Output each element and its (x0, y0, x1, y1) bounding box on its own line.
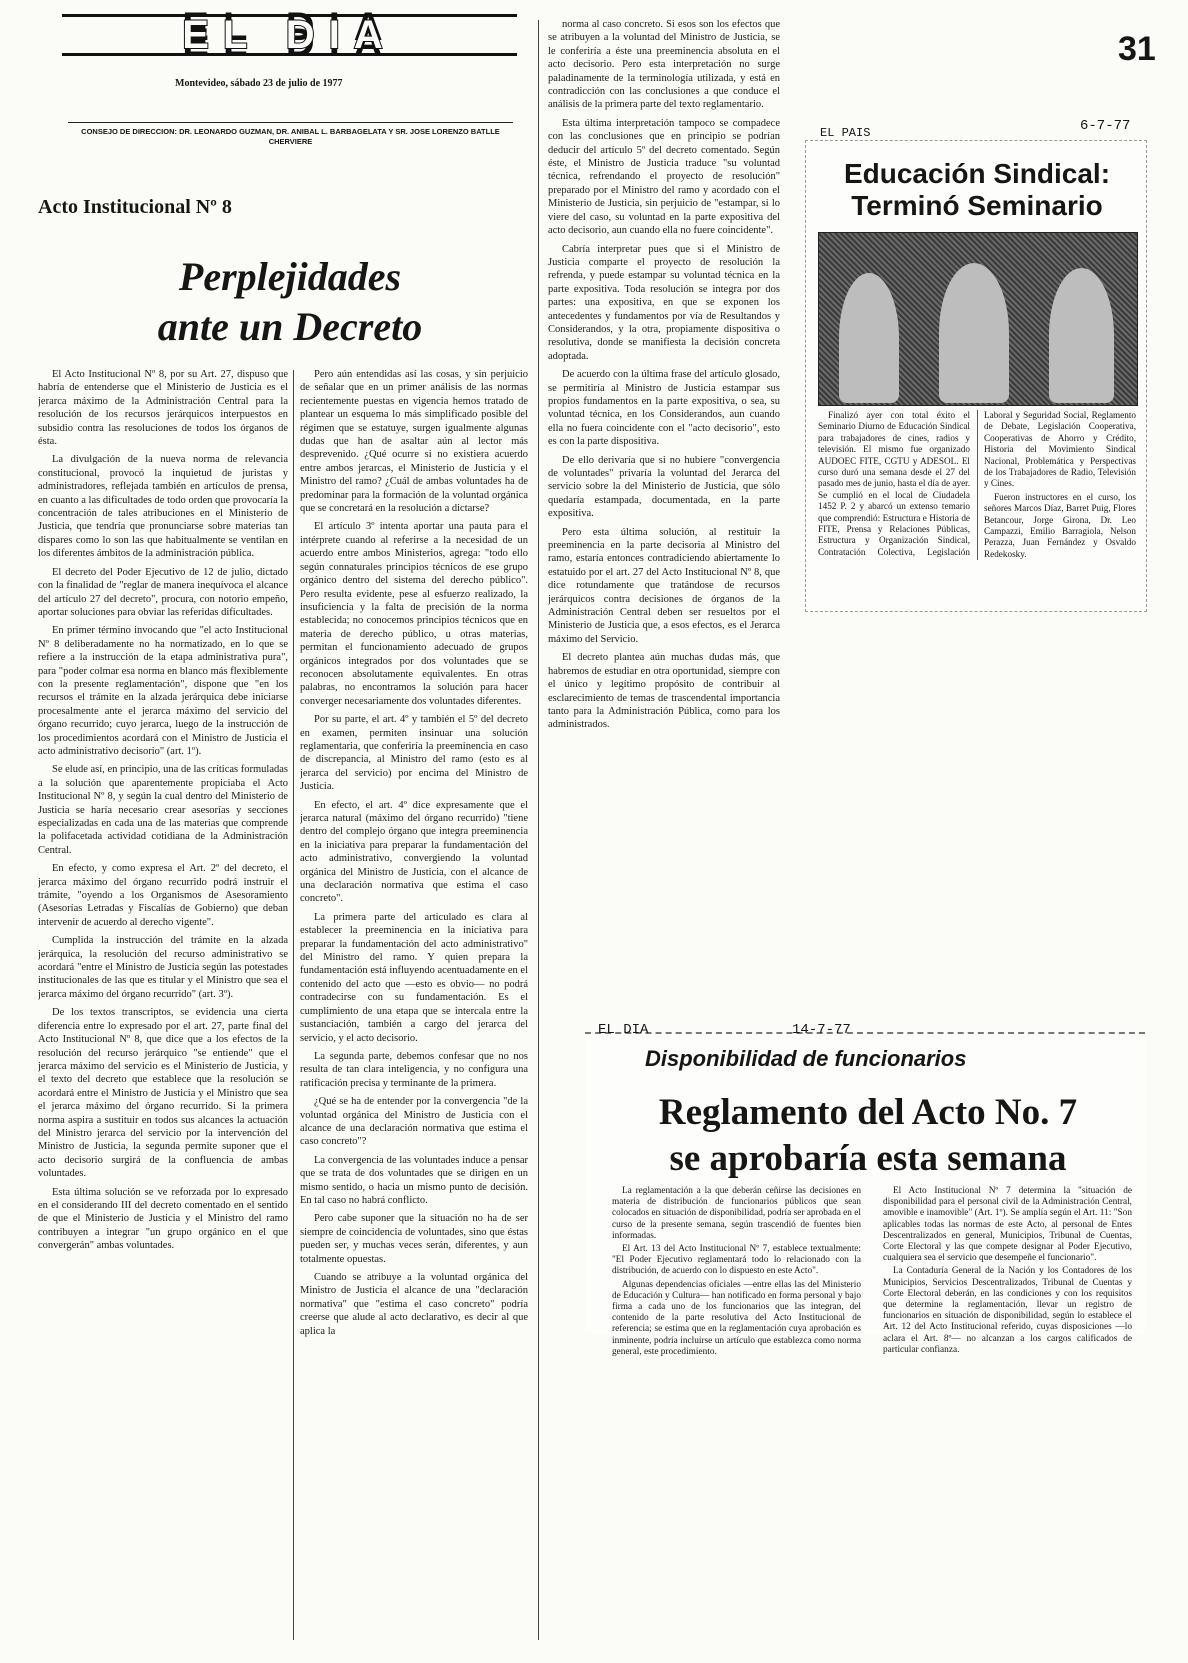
article-column-3 (548, 18, 780, 936)
paragraph: Por su parte, el art. 4º y también el 5º del decreto en examen, permiten insinuar una solución reglamentaria, que conferiría la preeminencia en caso de discrepancia, al Ministro del ramo (esto es al jerarca del servicio) por encima del Ministro de Justicia. (300, 714, 528, 793)
clipping-title-line-1: Educación Sindical: (843, 158, 1111, 189)
paragraph: Fueron instructores en el curso, los señores Marcos Díaz, Barret Puig, Flores Betancour, Jorge Girona, Dr. Leo Campazzi, Emilio Barragiola, Nelson Perazza, Juan Fernández y Osvaldo Redekosky. (984, 491, 1136, 559)
paragraph: Cumplida la instrucción del trámite en la alzada jerárquica, la resolución del recurso administrativo se acordará "entre el Ministro de Justicia según las potestades institucionales de las que es titular y el Ministro que sea el jerarca máximo del órgano recurrido" (art. 3º). (38, 935, 288, 1000)
photo-figure (1049, 268, 1114, 403)
column-rule (538, 20, 539, 1640)
headline-line-1: Perplejidades (178, 254, 402, 299)
paragraph: Algunas dependencias oficiales —entre ellas las del Ministerio de Educación y Cultura— han notificado en forma personal y bajo firma a cada uno de los funcionarios que las integran, del contenido de la parte resolutiva del Acto Institucional de referencia; se estima que en la reglamentación cuya aprobación es inminente, podría incluirse un artículo que establezca como norma general, este procedimiento. (612, 1279, 861, 1357)
dateline: Montevideo, sábado 23 de julio de 1977 (175, 78, 343, 89)
paragraph: En efecto, y como expresa el Art. 2º del decreto, el jerarca máximo del órgano recurrido podrá instruir el trámite, "oyendo a los Organismos de Asesoramiento (Asesorías Letradas y Fiscalías de Gobierno) que deban intervenir de acuerdo al derecho vigente". (38, 863, 288, 928)
clipping-source: EL PAIS (820, 126, 871, 140)
paragraph: La convergencia de las voluntades induce a pensar que se trata de dos voluntades que se dirigen en un mismo sentido, o hacia un mismo punto de decisión. En tal caso no habrá conflicto. (300, 1154, 528, 1206)
paragraph: Cuando se atribuye a la voluntad orgánica del Ministro de Justicia el alcance de una "declaración normativa" que "estima el caso concreto" podría creerse que alude al acto declarativo, es decir al que aplica la (300, 1272, 528, 1337)
paragraph: La divulgación de la nueva norma de relevancia constitucional, provocó la inquietud de juristas y administradores, reflejada también en artículos de prensa, en cuanto a las dificultades de todo orden que provocaría la concentración de tales atribuciones en el Ministerio de Justicia, que tendría que pronunciarse sobre materias tan dispares como lo son las que habitualmente se ventilan en los diferentes ámbitos de la administración pública. (38, 454, 288, 560)
paragraph: La reglamentación a la que deberán ceñirse las decisiones en materia de distribución de funcionarios públicos que sean colocados en situación de disponibilidad, podría ser aprobada en el curso de la presente semana, según trascendió de fuentes bien informadas. (612, 1186, 861, 1241)
masthead: EL DIA (62, 14, 517, 56)
news-photo (818, 232, 1138, 406)
paragraph: El Art. 13 del Acto Institucional Nº 7, establece textualmente: "El Poder Ejecutivo reglamentará todo lo relacionado con la distribución, de acuerdo con lo dispuesto en este Acto". (612, 1244, 861, 1277)
photo-figure (939, 263, 1009, 403)
paragraph: La Contaduría General de la Nación y los Contadores de los Municipios, Servicios Descentralizados, Tribunal de Cuentas y Corte Electoral deberán, en las condiciones y con los requisitos que determine la reglamentación, llevar un registro de funcionarios en situación de disponibilidad, según lo establece el Art. 12 del Acto Institucional referido, cuyas disposiciones —lo aclara el Art. 8º— no alcanzan a los cargos calificados de particular confianza. (883, 1266, 1132, 1355)
paragraph: En primer término invocando que "el acto Institucional Nº 8 deliberadamente no ha normatizado, en lo que se refiere a la instrucción de la etapa administrativa pura", para "poder colmar esa norma en blanco más flexiblemente con la presente reglamentación", dispone que "en los recursos el trámite en la alzada jerárquica debe iniciarse procesalmente ante el jerarca máximo del servicio del órgano recurrido; cuyo jerarca, luego de la instrucción de los procedimientos acordará con el Ministro de Justicia el acto administrativo decisorio" (art. 1º). (38, 625, 288, 757)
clipping-title-line-2: Terminó Seminario (851, 190, 1103, 221)
paragraph: El artículo 3º intenta aportar una pauta para el intérprete cuando al referirse a la necesidad de un acuerdo entre ambos Ministerios, agrega: "todo ello según connaturales principios técnicos de ese grupo orgánico dentro del sistema del derecho público". Pero resulta evidente, pese al esfuerzo realizado, la insuficiencia y la falta de precisión de la norma establecida; no conocemos principios técnicos que en materia de derecho público, u otras materias, permitan el funcionamiento adecuado de grupos orgánicos integrados por dos voluntades que se reconocen absolutamente equivalentes. En otras palabras, no encontramos la solución para hacer converger necesariamente dos voluntades diferentes. (300, 521, 528, 707)
paragraph: Finalizó ayer con total éxito el Seminario Diurno de Educación Sindical para trabajadores de cines, radios y televisión. El mismo fue organizado AUDOEC FITE, CGTU y ADESOL. El curso duró una semana desde el 27 del pasado mes de junio, hasta el día de ayer. Se cumplió en el local de Ciudadela 1452 P. 2 y abarcó un extenso temario que comprendió: Estructura e Historia de FITE, Prensa y Relaciones Públicas, Estructura y Organización Sindical, Contratación Colectiva, Legislación Laboral y Seguridad Social, Reglamento de Debate, Legislación Cooperativa, Cooperativas de Ahorro y Crédito, Historia del Movimiento Sindical Nacional, Problemática y Perspectivas de los Trabajadores de Radio, Televisión y Cines. (818, 410, 1136, 557)
clipping-title (818, 158, 1136, 222)
paragraph: El decreto del Poder Ejecutivo de 12 de julio, dictado con la finalidad de "reglar de manera inequívoca el alcance del artículo 27 del decreto", procura, con notorio empeño, aportar soluciones para obviar las referidas dificultades. (38, 566, 288, 618)
paragraph: La primera parte del articulado es clara al establecer la preeminencia en la iniciativa para preparar la fundamentación del acto administrativo" del Ministro del ramo. Y quien prepara la fundamentación está influyendo acentuadamente en el contenido del acto que —esto es obvio— no podrá contradecirse con su fundamentación. Es el cumplimiento de una etapa que se intercala entre la sustanciación, también a cargo del jerarca del servicio, y el acto decisorio. (300, 911, 528, 1044)
page-number: 31 (1118, 30, 1156, 68)
paragraph: norma al caso concreto. Si esos son los efectos que se atribuyen a la voluntad del Ministro de Justicia, se le conferiría a éste una preeminencia absoluta en el acto decisorio. Pero esta interpretación no surge paladinamente de la terminología utilizada, y está en contradicción con las conclusiones a que conduce el análisis de la primera parte del texto reglamentario. (548, 19, 780, 111)
paragraph: Cabría interpretar pues que si el Ministro de Justicia comparte el proyecto de resolución la refrenda, y puede estampar su voluntad técnica en la parte expositiva. Toda resolución se integra por dos partes: una expositiva, en que se exponen los antecedentes y fundamentos por vía de Resultandos y Considerandos, y la otra, propiamente dispositiva o resolutiva, donde se manifiesta la decisión concreta adoptada. (548, 243, 780, 362)
clipping-title-line-2: se aprobaría esta semana (669, 1138, 1067, 1179)
paragraph: Pero cabe suponer que la situación no ha de ser siempre de coincidencia de voluntades, sino que éstas pueden ser, y muchas veces serán, diferentes, y aun totalmente opuestas. (300, 1213, 528, 1265)
paragraph: En efecto, el art. 4º dice expresamente que el jerarca natural (máximo del órgano recurrido) "tiene dentro del complejo órgano que integra preeminencia en la iniciativa para preparar la fundamentación del acto administrativo, convergiendo la voluntad orgánica del Ministro de Justicia, con el alcance de una declaración normativa que estima el caso concreto". (300, 799, 528, 905)
clipping-kicker: Disponibilidad de funcionarios (645, 1046, 967, 1071)
article-column-1 (38, 368, 288, 1648)
editorial-board: CONSEJO DE DIRECCION: DR. LEONARDO GUZMAN, DR. ANIBAL L. BARBAGELATA Y SR. JOSE LORENZO BATLLE CHERVIERE (68, 122, 513, 147)
clipping-body (612, 1186, 1132, 1357)
article-kicker: Acto Institucional Nº 8 (38, 196, 232, 218)
paragraph: Esta última solución se ve reforzada por lo expresado en el considerando III del decreto comentado en el sentido de que el Ministerio de Justicia y el Ministro del ramo contribuyen a integrar "un grupo orgánico en el que convergerán" ambas voluntades. (38, 1186, 288, 1252)
clipping-title-line-1: Reglamento del Acto No. 7 (658, 1092, 1078, 1133)
article-column-2 (300, 368, 528, 1648)
photo-figure (839, 273, 899, 403)
paragraph: ¿Qué se ha de entender por la convergencia "de la voluntad orgánica del Ministro de Justicia con el alcance de una declaración normativa que estima el caso concreto"? (300, 1096, 528, 1148)
clipping-title (608, 1090, 1128, 1182)
paragraph: Pero esta última solución, al restituir la preeminencia en la parte decisoria al Ministro del ramo, estaría entonces contradiciendo abiertamente lo estatuido por el art. 27 del Acto Institucional Nº 8, que dice rotundamente que tratándose de recursos jerárquicos contra decisiones de órganos de la Administración Central deben ser resueltos por el Ministerio de Justicia que, a esos efectos, es el Jerarca máximo del Servicio. (548, 526, 780, 645)
clipping-body (818, 410, 1136, 602)
paragraph: La segunda parte, debemos confesar que no nos resulta de tan clara inteligencia, y no configura una ratificación precisa y terminante de la primera. (300, 1050, 528, 1089)
paragraph: De los textos transcriptos, se evidencia una cierta diferencia entre lo expresado por el art. 27, parte final del Acto Institucional Nº 8, que dice que a los efectos de la resolución del recurso jerárquico "se entiende" que el jerarca máximo del servicio es el Ministerio de Justicia, y el texto del decreto que establece que la resolución se acordará entre el Ministro de Justicia y el Ministro que sea el jerarca máximo del órgano recurrido. Si la primera norma aspira a sustituir en todos sus alcances la actuación del Ministro jerarca del servicio por la intervención del Ministro de Justicia, la segunda permite suponer que el acto decisorio surgirá de la confluencia de ambas voluntades. (38, 1007, 288, 1180)
paragraph: Se elude así, en principio, una de las críticas formuladas a la solución que aparentemente propiciaba el Acto Institucional Nº 8, y según la cual dentro del Ministerio de Justicia se haría necesario crear asesorías y secciones especializadas en cada una de las materias que comprende la polifacetada actividad cotidiana de la Administración Central. (38, 764, 288, 856)
headline-line-2: ante un Decreto (157, 304, 423, 349)
paragraph: Pero aún entendidas así las cosas, y sin perjuicio de señalar que en un primer análisis de las normas recientemente puestas en vigencia hemos tratado de plantear un esquema lo más simplificado posible del régimen que se estatuye, surgen igualmente algunas dudas que han de asaltar aún al lector más desprevenido. ¿Qué ocurre si no existiera acuerdo entre ambos jerarcas, el Ministerio de Justicia y el Ministro del ramo? ¿Cuál de ambas voluntades ha de predominar para la formación de la voluntad orgánica que se concretará en la resolución a dictarse? (300, 369, 528, 515)
column-rule (293, 370, 294, 1640)
paragraph: De acuerdo con la última frase del artículo glosado, se permitiría al Ministro de Justicia estampar sus propios fundamentos en la parte expositiva, o sea, su voluntad técnica, en los Considerandos, aun cuando ella no fuera coincidente con el "acto decisorio", esto es con la parte dispositiva. (548, 369, 780, 448)
paragraph: El decreto plantea aún muchas dudas más, que habremos de estudiar en otra oportunidad, siempre con el único y legítimo propósito de contribuir al esclarecimiento de temas de trascendental importancia tanto para la Administración Pública, como para los administrados. (548, 652, 780, 731)
paragraph: De ello derivaría que si no hubiere "convergencia de voluntades" privaría la voluntad del Jerarca del servicio sobre la del Ministerio de Justicia, que sólo quedaría estampada, documentada, en la parte expositiva. (548, 454, 780, 520)
paragraph: El Acto Institucional Nº 8, por su Art. 27, dispuso que habría de entenderse que el Ministerio de Justicia es el jerarca máximo de la Administración Central para la resolución de los recursos jerárquicos interpuestos en subsidio contra las resoluciones de todos los órganos de ésta. (38, 369, 288, 448)
clipping-source: EL DIA (598, 1022, 649, 1038)
clipping-date: 6-7-77 (1080, 118, 1131, 134)
paragraph: El Acto Institucional Nº 7 determina la "situación de disponibilidad para el personal civil de la Administración Central, amovible e inamovible" (Art. 1º). Se amplía según el Art. 11: "Son aplicables todas las normas de este Acto, al personal de Entes Descentralizados en general, Municipios, Tribunal de Cuentas, Corte Electoral y las que compete designar al Poder Ejecutivo, cualquiera sea el servicio que desempeñe el funcionario". (883, 1186, 1132, 1264)
article-headline (110, 252, 470, 352)
paragraph: Esta última interpretación tampoco se compadece con las conclusiones que en principio se podrían deducir del artículo 5º del decreto comentado. Según éste, el Ministro de Justicia traduce "su voluntad técnica, refrendando el proyecto de resolución" preparado por el Ministro del ramo y acordado con el Ministerio de Justicia, sin perjuicio de "estampar, si lo viere del caso, su voluntad en la parte expositiva del acto decisorio, aun cuando ella no fuere coincidente". (548, 117, 780, 237)
clipping-date: 14-7-77 (792, 1022, 851, 1038)
